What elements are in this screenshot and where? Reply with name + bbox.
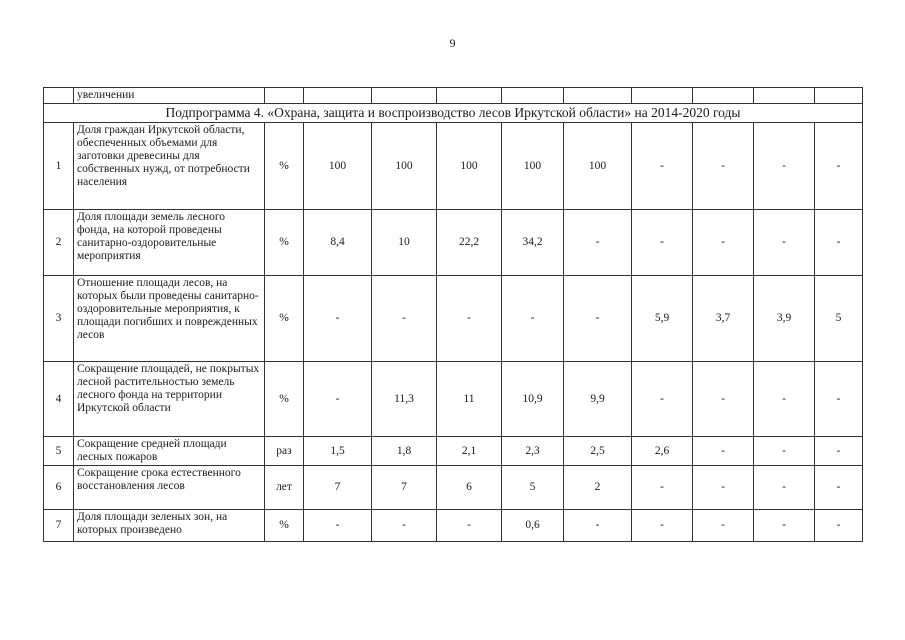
cell-empty: [372, 88, 437, 104]
value-cell: 3,9: [754, 276, 815, 362]
value-cell: -: [372, 510, 437, 542]
value-cell: -: [815, 123, 863, 210]
value-cell: -: [693, 466, 754, 510]
value-cell: -: [815, 437, 863, 466]
continuation-text: увеличении: [74, 88, 265, 104]
cell-empty: [304, 88, 372, 104]
value-cell: -: [693, 123, 754, 210]
value-cell: -: [502, 276, 564, 362]
indicator-name: Доля площади зеленых зон, на которых произведено: [74, 510, 265, 542]
cell-empty: [502, 88, 564, 104]
row-number: 1: [44, 123, 74, 210]
value-cell: -: [754, 362, 815, 437]
table-row: [44, 466, 863, 510]
unit-cell: %: [265, 362, 304, 437]
value-cell: -: [693, 362, 754, 437]
value-cell: 7: [372, 466, 437, 510]
cell-empty: [564, 88, 632, 104]
value-cell: 7: [304, 466, 372, 510]
value-cell: 0,6: [502, 510, 564, 542]
value-cell: -: [815, 210, 863, 276]
value-cell: 11: [437, 362, 502, 437]
value-cell: -: [632, 510, 693, 542]
value-cell: -: [632, 466, 693, 510]
value-cell: -: [437, 510, 502, 542]
cell-empty: [265, 88, 304, 104]
value-cell: -: [564, 276, 632, 362]
indicator-name: Сокращение срока естественного восстановления лесов: [74, 466, 265, 510]
section-title: Подпрограмма 4. «Охрана, защита и воспроизводство лесов Иркутской области» на 2014-2020 годы: [44, 104, 863, 123]
table-row: [44, 123, 863, 210]
cell-empty: [693, 88, 754, 104]
value-cell: -: [304, 362, 372, 437]
value-cell: -: [754, 210, 815, 276]
value-cell: 10: [372, 210, 437, 276]
section-row: [44, 104, 863, 123]
value-cell: -: [815, 510, 863, 542]
table-row: [44, 210, 863, 276]
value-cell: -: [693, 210, 754, 276]
indicator-name: Доля граждан Иркутской области, обеспеченных объемами для заготовки древесины для собственных нужд, от потребности населения: [74, 123, 265, 210]
value-cell: -: [693, 437, 754, 466]
value-cell: -: [437, 276, 502, 362]
value-cell: -: [632, 123, 693, 210]
value-cell: 100: [372, 123, 437, 210]
value-cell: 100: [502, 123, 564, 210]
value-cell: -: [754, 437, 815, 466]
unit-cell: лет: [265, 466, 304, 510]
row-number: 6: [44, 466, 74, 510]
value-cell: 34,2: [502, 210, 564, 276]
value-cell: 2,1: [437, 437, 502, 466]
value-cell: 9,9: [564, 362, 632, 437]
value-cell: 2,3: [502, 437, 564, 466]
value-cell: 100: [304, 123, 372, 210]
cell-empty: [44, 88, 74, 104]
value-cell: 6: [437, 466, 502, 510]
value-cell: 5,9: [632, 276, 693, 362]
table-row: [44, 276, 863, 362]
unit-cell: %: [265, 510, 304, 542]
cell-empty: [815, 88, 863, 104]
value-cell: -: [304, 510, 372, 542]
value-cell: -: [564, 210, 632, 276]
value-cell: 2,5: [564, 437, 632, 466]
unit-cell: %: [265, 123, 304, 210]
value-cell: 2: [564, 466, 632, 510]
table-row: [44, 437, 863, 466]
indicator-name: Сокращение средней площади лесных пожаров: [74, 437, 265, 466]
row-number: 3: [44, 276, 74, 362]
row-number: 7: [44, 510, 74, 542]
value-cell: -: [754, 123, 815, 210]
cell-empty: [437, 88, 502, 104]
cell-empty: [632, 88, 693, 104]
row-number: 4: [44, 362, 74, 437]
indicators-table: [43, 87, 863, 542]
row-number: 2: [44, 210, 74, 276]
value-cell: -: [632, 362, 693, 437]
value-cell: -: [304, 276, 372, 362]
unit-cell: %: [265, 210, 304, 276]
value-cell: 1,8: [372, 437, 437, 466]
value-cell: 100: [437, 123, 502, 210]
page-number: 9: [449, 36, 456, 50]
value-cell: -: [754, 510, 815, 542]
cell-empty: [754, 88, 815, 104]
value-cell: -: [815, 362, 863, 437]
value-cell: 5: [815, 276, 863, 362]
table-row: [44, 510, 863, 542]
value-cell: 1,5: [304, 437, 372, 466]
value-cell: -: [754, 466, 815, 510]
continuation-row: [44, 88, 863, 104]
value-cell: -: [693, 510, 754, 542]
indicator-name: Доля площади земель лесного фонда, на которой проведены санитарно-оздоровительные мероприятия: [74, 210, 265, 276]
value-cell: 11,3: [372, 362, 437, 437]
value-cell: 10,9: [502, 362, 564, 437]
value-cell: 3,7: [693, 276, 754, 362]
value-cell: -: [632, 210, 693, 276]
table-row: [44, 362, 863, 437]
unit-cell: %: [265, 276, 304, 362]
value-cell: 100: [564, 123, 632, 210]
value-cell: 8,4: [304, 210, 372, 276]
value-cell: -: [372, 276, 437, 362]
indicator-name: Сокращение площадей, не покрытых лесной растительностью земель лесного фонда на территории Иркутской области: [74, 362, 265, 437]
row-number: 5: [44, 437, 74, 466]
value-cell: -: [564, 510, 632, 542]
unit-cell: раз: [265, 437, 304, 466]
value-cell: 22,2: [437, 210, 502, 276]
value-cell: 2,6: [632, 437, 693, 466]
value-cell: -: [815, 466, 863, 510]
indicator-name: Отношение площади лесов, на которых были проведены санитарно-оздоровительные мероприятия, к площади погибших и поврежденных лесов: [74, 276, 265, 362]
value-cell: 5: [502, 466, 564, 510]
